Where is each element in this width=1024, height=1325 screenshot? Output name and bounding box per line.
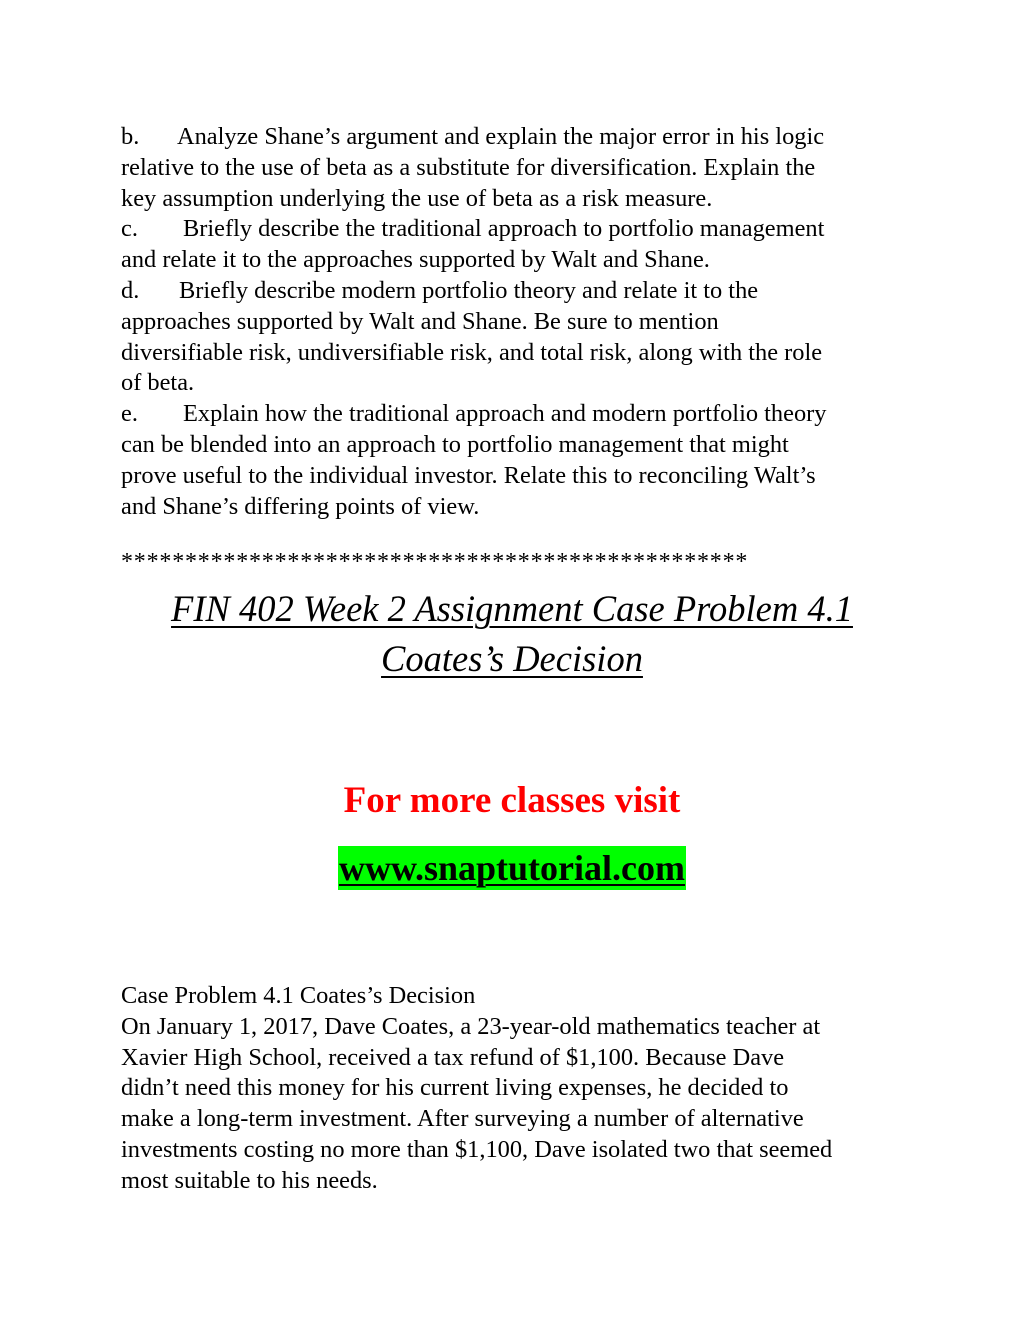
- question-text: Briefly describe the traditional approach to portfolio management: [183, 215, 825, 243]
- question-label: c.: [121, 215, 138, 243]
- question-label: e.: [121, 400, 138, 428]
- case-text-line: didn’t need this money for his current living expenses, he decided to: [121, 1074, 789, 1102]
- question-line: [121, 276, 911, 307]
- case-text-line: On January 1, 2017, Dave Coates, a 23-year-old mathematics teacher at: [121, 1012, 821, 1040]
- question-text: prove useful to the individual investor. Relate this to reconciling Walt’s: [121, 461, 816, 489]
- page-title: [0, 584, 1024, 684]
- title-line-1: FIN 402 Week 2 Assignment Case Problem 4.1: [171, 588, 853, 629]
- question-d: [121, 276, 911, 399]
- question-text: approaches supported by Walt and Shane. Be sure to mention: [121, 307, 719, 335]
- case-section: [121, 981, 911, 1197]
- question-line: [121, 214, 911, 245]
- question-label: b.: [121, 123, 140, 150]
- case-text-line: make a long-term investment. After surveying a number of alternative: [121, 1105, 804, 1133]
- question-text: can be blended into an approach to portfolio management that might: [121, 430, 789, 458]
- promo-text: For more classes visit: [343, 780, 681, 821]
- question-line: [121, 399, 911, 430]
- case-text-line: most suitable to his needs.: [121, 1166, 378, 1194]
- question-b: [121, 122, 911, 214]
- promo-link[interactable]: www.snaptutorial.com: [338, 848, 685, 888]
- question-label: d.: [121, 276, 140, 304]
- promo-link-container: [0, 846, 1024, 890]
- question-text: diversifiable risk, undiversifiable risk, and total risk, along with the role: [121, 338, 823, 366]
- title-line-2: Coates’s Decision: [381, 638, 643, 679]
- case-heading: Case Problem 4.1 Coates’s Decision: [121, 982, 476, 1009]
- question-text: and Shane’s differing points of view.: [121, 492, 480, 520]
- question-text: key assumption underlying the use of beta as a risk measure.: [121, 184, 713, 212]
- question-text: Briefly describe modern portfolio theory and relate it to the: [179, 276, 759, 304]
- question-text: Analyze Shane’s argument and explain the major error in his logic: [177, 123, 825, 150]
- case-text-line: Xavier High School, received a tax refund of $1,100. Because Dave: [121, 1043, 785, 1071]
- question-list: [121, 122, 911, 522]
- case-text-line: investments costing no more than $1,100, Dave isolated two that seemed: [121, 1135, 833, 1163]
- question-text: of beta.: [121, 369, 195, 397]
- separator-stars: *************************************************: [121, 549, 749, 575]
- question-text: and relate it to the approaches supported by Walt and Shane.: [121, 246, 710, 274]
- question-line: [121, 122, 911, 153]
- question-e: [121, 399, 911, 522]
- question-text: relative to the use of beta as a substitute for diversification. Explain the: [121, 153, 816, 181]
- question-text: Explain how the traditional approach and modern portfolio theory: [183, 400, 827, 428]
- question-c: [121, 214, 911, 276]
